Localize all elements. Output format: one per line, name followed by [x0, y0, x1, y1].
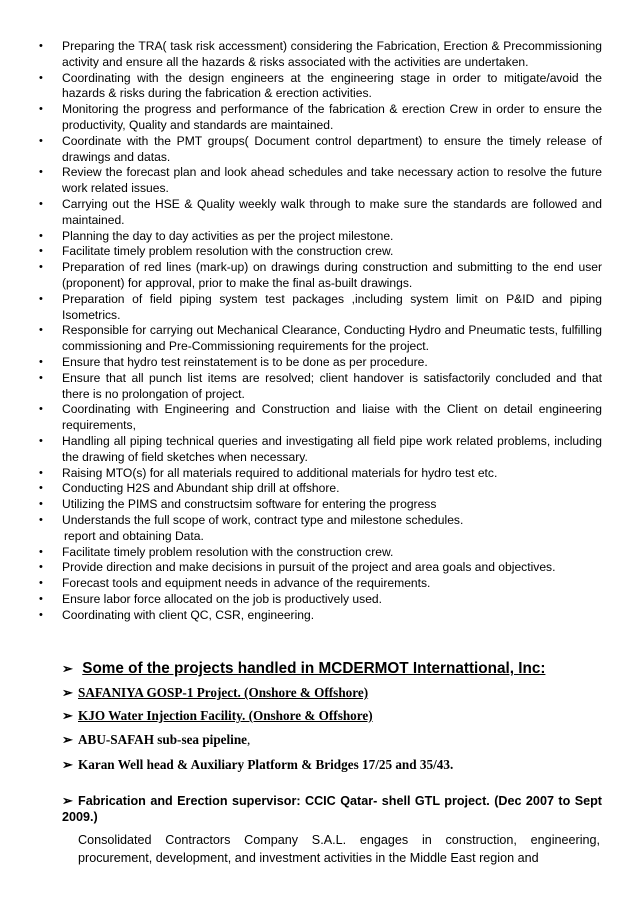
list-item	[39, 244, 602, 260]
arrow-bullet-icon: ➢	[62, 708, 73, 723]
role-title	[62, 793, 602, 825]
projects-heading-text: Some of the projects handled in MCDERMOT Internattional, Inc:	[82, 660, 546, 677]
bullet-icon: •	[39, 229, 43, 242]
bullet-icon: •	[39, 466, 43, 479]
bullet-icon: •	[39, 482, 43, 495]
project-name: SAFANIYA GOSP-1 Project. (Onshore & Offshore)	[78, 685, 369, 700]
list-item-text: Coordinating with client QC, CSR, engineering.	[62, 607, 315, 622]
list-item-text: Facilitate timely problem resolution with the construction crew.	[62, 244, 394, 259]
list-item	[39, 591, 602, 608]
list-item-text: Review the forecast plan and look ahead schedules and take necessary action to resolve the future work related issues.	[62, 165, 602, 196]
list-item	[39, 560, 602, 576]
project-suffix: ,	[247, 732, 251, 747]
project-item	[62, 708, 602, 724]
list-item-text: Handling all piping technical queries and investigating all field pipe work related problems, including the drawing of field sketches when necessary.	[62, 433, 602, 464]
list-item	[39, 607, 602, 624]
role-description: Consolidated Contractors Company S.A.L. engages in construction, engineering, procurement, development, and investment activities in the Middle East region and	[78, 833, 600, 865]
list-item-continuation	[62, 529, 602, 545]
list-item	[39, 544, 602, 561]
arrow-bullet-icon: ➢	[62, 757, 73, 772]
list-item-text: Responsible for carrying out Mechanical Clearance, Conducting Hydro and Pneumatic tests, fulfilling commissioning and Pre-Commissioning requirements for the project.	[62, 323, 602, 354]
bullet-icon: •	[39, 245, 43, 258]
project-name: ABU-SAFAH sub-sea pipeline	[78, 732, 248, 747]
role-title-text: Fabrication and Erection supervisor: CCIC Qatar- shell GTL project. (Dec 2007 to Sept 2009.)	[62, 794, 602, 824]
list-item-text: Coordinating with the design engineers at the engineering stage in order to mitigate/avoid the hazards & risks during the fabrication & erection activities.	[62, 70, 602, 101]
bullet-icon: •	[39, 324, 43, 337]
bullet-icon: •	[39, 403, 43, 416]
bullet-icon: •	[39, 103, 43, 116]
bullet-icon: •	[39, 197, 43, 210]
projects-heading	[62, 660, 622, 678]
list-item-text: Ensure that all punch list items are resolved; client handover is satisfactorily concluded and that there is no prolongation of project.	[62, 370, 602, 401]
project-item	[62, 732, 602, 748]
list-item-text: Carrying out the HSE & Quality weekly walk through to make sure the standards are followed and maintained.	[62, 196, 602, 227]
bullet-icon: •	[39, 71, 43, 84]
list-item	[39, 102, 602, 134]
list-item-text: Forecast tools and equipment needs in advance of the requirements.	[62, 576, 431, 591]
list-item-text: Raising MTO(s) for all materials required to additional materials for hydro test etc.	[62, 465, 498, 480]
arrow-bullet-icon: ➢	[62, 793, 73, 808]
bullet-icon: •	[39, 134, 43, 147]
list-item	[39, 512, 602, 529]
list-item-text: Provide direction and make decisions in pursuit of the project and area goals and objectives.	[62, 560, 556, 575]
bullet-icon: •	[39, 355, 43, 368]
list-item	[39, 165, 602, 197]
bullet-icon: •	[39, 545, 43, 558]
arrow-bullet-icon: ➢	[62, 685, 73, 700]
bullet-icon: •	[39, 166, 43, 179]
list-item	[39, 465, 602, 482]
list-item-text: Ensure that hydro test reinstatement is to be done as per procedure.	[62, 354, 428, 369]
list-item	[39, 39, 602, 71]
list-item-text: Understands the full scope of work, contract type and milestone schedules.	[62, 512, 464, 527]
bullet-icon: •	[39, 513, 43, 526]
bullet-icon: •	[39, 498, 43, 511]
list-item-text: Coordinate with the PMT groups( Document control department) to ensure the timely release of drawings and datas.	[62, 133, 602, 164]
list-item	[39, 291, 602, 324]
list-item	[39, 481, 602, 497]
list-item-text: Utilizing the PIMS and constructsim software for entering the progress	[62, 497, 437, 512]
list-item	[39, 196, 602, 229]
list-item	[39, 370, 602, 403]
bullet-icon: •	[39, 261, 43, 274]
list-item	[39, 228, 602, 245]
bullet-icon: •	[39, 561, 43, 574]
list-item-text: Preparing the TRA( task risk accessment) considering the Fabrication, Erection & Precommissioning activity and ensure all the hazards & risks associated with the activities are undertaken.	[62, 39, 602, 69]
continuation-text: report and obtaining Data.	[64, 528, 204, 543]
list-item-text: Ensure labor force allocated on the job is productively used.	[62, 591, 383, 606]
arrow-bullet-icon: ➢	[62, 732, 73, 747]
list-item	[39, 497, 602, 513]
project-item	[62, 685, 602, 701]
bullet-icon: •	[39, 608, 43, 621]
bullet-icon: •	[39, 40, 43, 52]
project-item	[62, 757, 602, 773]
list-item	[39, 323, 602, 355]
list-item	[39, 433, 602, 466]
list-item-text: Coordinating with Engineering and Construction and liaise with the Client on detail engineering requirements,	[62, 402, 602, 433]
bullet-icon: •	[39, 371, 43, 384]
list-item	[39, 576, 602, 592]
list-item	[39, 260, 602, 292]
list-item-text: Planning the day to day activities as per the project milestone.	[62, 228, 394, 243]
project-name: Karan Well head & Auxiliary Platform & Bridges 17/25 and 35/43.	[78, 757, 454, 772]
list-item	[39, 133, 602, 166]
bullet-icon: •	[39, 577, 43, 590]
bullet-icon: •	[39, 434, 43, 447]
list-item-text: Preparation of red lines (mark-up) on drawings during construction and submitting to the end user (proponent) for approval, prior to make the final as-built drawings.	[62, 260, 602, 290]
list-item-text: Monitoring the progress and performance of the fabrication & erection Crew in order to ensure the productivity, Quality and standards are maintained.	[62, 102, 602, 132]
list-item-text: Facilitate timely problem resolution with the construction crew.	[62, 544, 394, 559]
responsibilities-list	[39, 39, 602, 623]
list-item	[39, 354, 602, 371]
list-item	[39, 70, 602, 103]
list-item-text: Preparation of field piping system test packages ,including system limit on P&ID and piping Isometrics.	[62, 291, 602, 322]
bullet-icon: •	[39, 292, 43, 305]
list-item	[39, 402, 602, 434]
list-item-text: Conducting H2S and Abundant ship drill at offshore.	[62, 481, 340, 496]
arrow-bullet-icon: ➢	[62, 661, 73, 676]
projects-list	[62, 685, 602, 773]
project-name: KJO Water Injection Facility. (Onshore & Offshore)	[78, 708, 373, 723]
bullet-icon: •	[39, 592, 43, 605]
